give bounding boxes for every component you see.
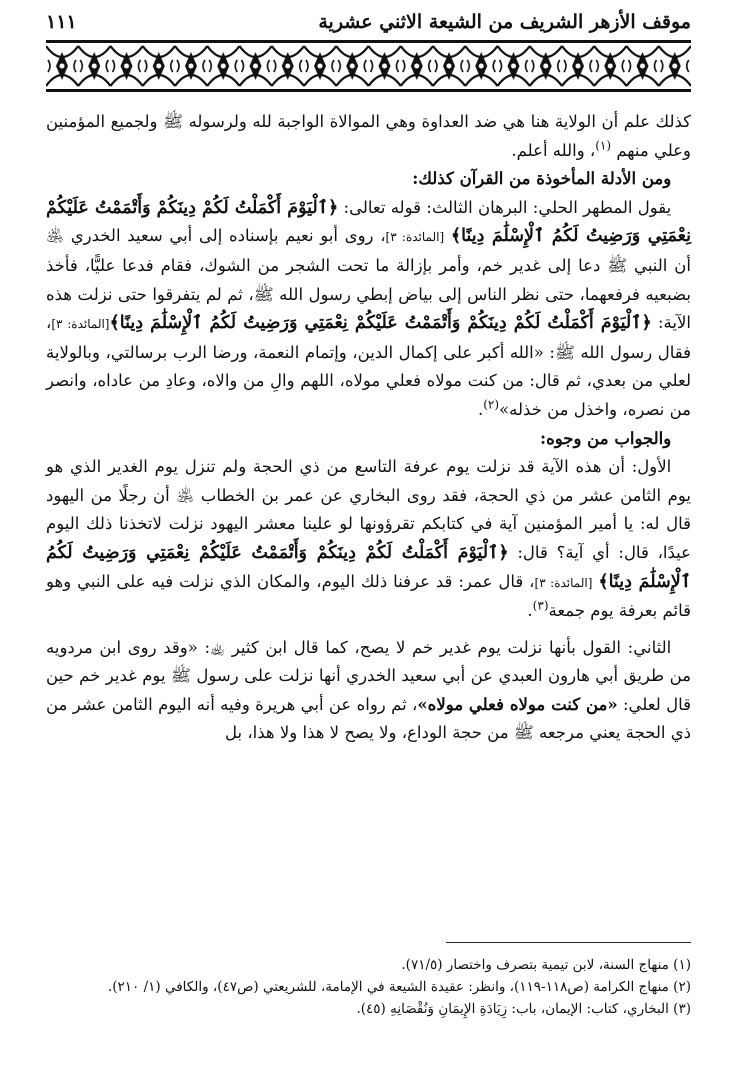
second-response-text: الثاني: القول بأنها نزلت يوم غدير خم لا يصح، كما قال ابن كثير ﵀: «وقد روى ابن مردويه من طريق أبي هارون العبدي عن أبي سعيد الخدري أنها نزلت على رسول ﷺ يوم غدير خم حين قال لعلي: [46,637,691,714]
heading-quran-evidence: ومن الأدلة المأخوذة من القرآن كذلك: [412,169,672,189]
verse-reference-1: [المائدة: ٣] [385,230,445,245]
footnote-1: (١) منهاج السنة، لابن تيمية بتصرف واختصار (٧١/٥). [401,957,691,973]
page-body [46,108,691,748]
footnotes [46,954,691,1020]
hilli-hadith: ، فقال رسول الله ﷺ: «الله أكبر على إكمال الدين، وإتمام النعمة، ورضا الرب برسالتي، وبالولاية لعلي من بعدي، ثم قال: من كنت مولاه فعلي مولاه، اللهم والِ من والاه، وعادِ من عاداه، وانصر من نصره، واخذل من خذله» [46,313,691,419]
hadith-quote: «من كنت مولاه فعلي مولاه» [417,694,618,714]
decorative-border-ornament [46,38,691,94]
footnote-3: (٣) البخاري، كتاب: الإيمان، باب: زِيَادَةِ الإِيمَانِ وَنُقْصَانِهِ (٤٥). [356,1001,691,1017]
intro-end: ، والله أعلم. [511,140,596,160]
footnote-2: (٢) منهاج الكرامة (ص١١٨-١١٩)، وانظر: عقيدة الشيعة في الإمامة، للشريعتي (ص٤٧)، والكافي (١/ ٢١٠). [107,979,691,995]
quran-verse-2: ﴿ٱلْيَوْمَ أَكْمَلْتُ لَكُمْ دِينَكُمْ وَأَتْمَمْتُ عَلَيْكُمْ نِعْمَتِي وَرَضِيتُ لَكُمُ ٱلْإِسْلَٰمَ دِينًا﴾ [109,313,652,334]
hilli-end: . [477,399,484,419]
first-response-text: الأول: أن هذه الآية قد نزلت يوم عرفة التاسع من ذي الحجة ولم تنزل يوم الغدير الذي هو يوم الثامن عشر من ذي الحجة، فقد روى البخاري عن عمر بن الخطاب ﵁ أن رجلًا من اليهود قال له: يا أمير المؤمنين آية في كتابكم تقرؤونها لو علينا معشر اليهود نزلت لاتخذنا ذلك اليوم عيدًا، قال: أي آية؟ قال: [46,457,691,562]
first-response-cont: ، قال عمر: قد عرفنا ذلك اليوم، والمكان الذي نزلت فيه على النبي وهو قائم بعرفة يوم جمعة [46,571,691,621]
footnote-marker-2: (٢) [483,397,500,412]
paragraph-second-response [46,634,691,748]
intro-text: كذلك علم أن الولاية هنا هي ضد العداوة وهي الموالاة الواجبة لله ولرسوله ﷺ ولجميع المؤمنين وعلي منهم [46,112,692,160]
verse-reference-3: [المائدة: ٣] [534,575,593,590]
page-header [46,8,691,36]
page-number: ١١١ [46,11,77,33]
quran-verse-3: ﴿ٱلْيَوْمَ أَكْمَلْتُ لَكُمْ دِينَكُمْ وَأَتْمَمْتُ عَلَيْكُمْ نِعْمَتِي وَرَضِيتُ لَكُمُ ٱلْإِسْلَٰمَ دِينًا﴾ [46,542,691,592]
hilli-intro: يقول المطهر الحلي: البرهان الثالث: قوله تعالى: [343,197,672,217]
paragraph-hilli-argument [46,194,691,425]
footnote-marker-1: (١) [595,138,612,153]
paragraph-intro [46,108,691,165]
quran-verse-1: ﴿ٱلْيَوْمَ أَكْمَلْتُ لَكُمْ دِينَكُمْ وَأَتْمَمْتُ عَلَيْكُمْ نِعْمَتِي وَرَضِيتُ لَكُمُ ٱلْإِسْلَٰمَ دِينًا﴾ [46,197,691,247]
first-response-end: . [527,601,533,621]
hilli-narration: ، روى أبو نعيم بإسناده إلى أبي سعيد الخدري ﵁ أن النبي ﷺ دعا إلى غدير خم، وأمر بإزالة ما تحت الشجر من الشوك، فقام فدعا عليًّا، فأخذ بضبعيه فرفعهما، حتى نظر الناس إلى بياض إبطي رسول الله ﷺ، ثم لم يتفرقوا حتى نزلت هذه الآية: [46,226,691,333]
book-title: موقف الأزهر الشريف من الشيعة الاثني عشرية [318,11,691,33]
second-response-cont: ، ثم رواه عن أبي هريرة وفيه أنه اليوم الثامن عشر من ذي الحجة يعني مرجعه ﷺ من حجة الوداع، ولا يصح لا هذا ولا هذا، بل [46,694,691,743]
footnote-marker-3: (٣) [532,598,549,613]
heading-response: والجواب من وجوه: [540,428,672,448]
footnote-divider [446,942,691,943]
verse-reference-2: [المائدة: ٣] [51,317,110,332]
paragraph-first-response [46,453,691,626]
